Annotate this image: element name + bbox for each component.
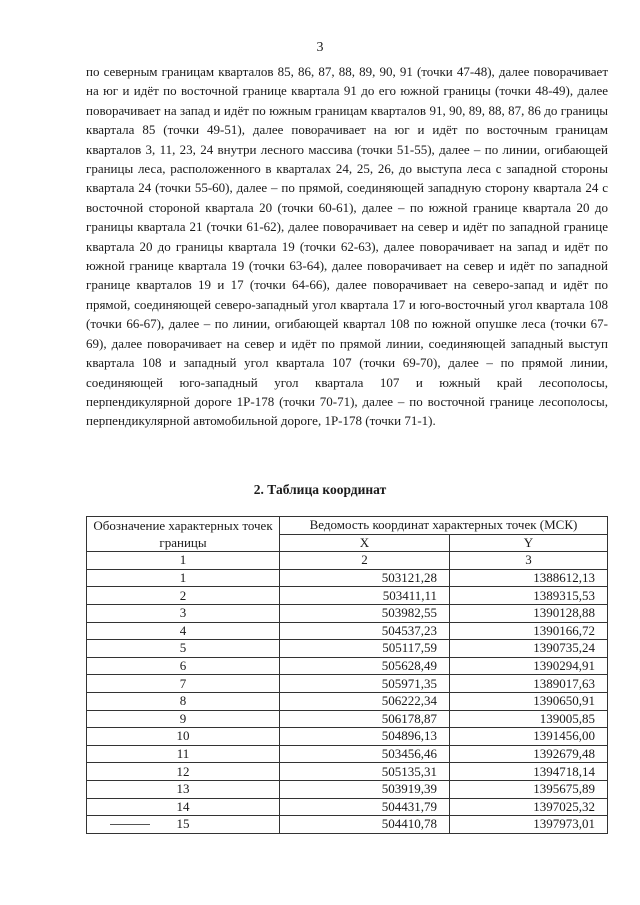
y-cell: 1390650,91 — [450, 692, 608, 710]
point-cell: 1 — [87, 569, 280, 587]
point-cell: 7 — [87, 675, 280, 693]
column-number: 2 — [280, 552, 450, 570]
x-cell: 506222,34 — [280, 692, 450, 710]
y-cell: 1397973,01 — [450, 816, 608, 834]
x-cell: 505117,59 — [280, 640, 450, 658]
x-cell: 505971,35 — [280, 675, 450, 693]
table-row — [87, 675, 608, 693]
header-coordinates-statement: Ведомость координат характерных точек (МСК) — [280, 517, 608, 535]
y-cell: 1394718,14 — [450, 763, 608, 781]
header-x: X — [280, 534, 450, 552]
section-title: 2. Таблица координат — [253, 482, 387, 497]
y-cell: 139005,85 — [450, 710, 608, 728]
table-row — [87, 798, 608, 816]
x-cell: 504537,23 — [280, 622, 450, 640]
y-cell: 1390735,24 — [450, 640, 608, 658]
y-cell: 1390128,88 — [450, 604, 608, 622]
column-number: 3 — [450, 552, 608, 570]
table-header-row — [87, 517, 608, 535]
y-cell: 1389017,63 — [450, 675, 608, 693]
y-cell: 1389315,53 — [450, 587, 608, 605]
page-number: 3 — [316, 40, 324, 55]
point-cell: 10 — [87, 728, 280, 746]
point-cell: 6 — [87, 657, 280, 675]
table-row — [87, 569, 608, 587]
table-row — [87, 622, 608, 640]
header-point-designation: Обозначение характерных точек границы — [87, 517, 280, 552]
table-row — [87, 763, 608, 781]
table-row — [87, 657, 608, 675]
table-row — [87, 587, 608, 605]
x-cell: 504410,78 — [280, 816, 450, 834]
x-cell: 503982,55 — [280, 604, 450, 622]
table-row — [87, 745, 608, 763]
y-cell: 1392679,48 — [450, 745, 608, 763]
x-cell: 503456,46 — [280, 745, 450, 763]
table-row — [87, 692, 608, 710]
boundary-paragraph: по северным границам кварталов 85, 86, 87, 88, 89, 90, 91 (точки 47-48), далее поворачивает на юг и идёт по восточной границе квартала 91 до его южной границы (точки 48-49), далее поворачивает на запад и идёт по южным границам кварталов 91, 90, 89, 88, 87, 86 до границы квартала 85 (точки 49-51), далее поворачивает на юг и идёт по восточным границам кварталов 3, 11, 23, 24 внутри лесного массива (точки 51-55), далее – по линии, огибающей границы леса, расположенного в кварталах 24, 25, 26, до выступа леса с западной стороны квартала 24 (точки 55-60), далее – по прямой, соединяющей западную сторону квартала 24 с восточной стороной квартала 20 (точки 60-61), далее – по южной границе квартала 20 до границы квартала 21 (точки 61-62), далее поворачивает на север и идёт по западной границе квартала 20 до границы квартала 19 (точки 62-63), далее поворачивает на запад и идёт по южной границе квартала 19 (точки 63-64), далее поворачивает на север и идёт по западной границе кварталов 19 и 17 (точки 64-66), далее поворачивает на северо-запад и идёт по прямой, соединяющей северо-западный угол квартала 17 и юго-восточный угол квартала 108 (точки 66-67), далее – по линии, огибающей квартал 108 по южной опушке леса (точки 67-69), далее поворачивает на север и идёт по прямой линии, соединяющей западный выступ квартала 108 и западный угол квартала 107 (точки 69-70), далее – по прямой линии, соединяющей юго-западный угол квартала 107 и южный край лесополосы, перпендикулярной дороге 1Р-178 (точки 70-71), далее – по восточной границе лесополосы, перпендикулярной автомобильной дороге, 1Р-178 (точки 71-1). — [86, 64, 608, 429]
margin-pen-mark — [110, 824, 150, 825]
y-cell: 1397025,32 — [450, 798, 608, 816]
point-cell: 11 — [87, 745, 280, 763]
point-cell: 8 — [87, 692, 280, 710]
x-cell: 505135,31 — [280, 763, 450, 781]
point-cell: 3 — [87, 604, 280, 622]
header-y: Y — [450, 534, 608, 552]
coordinates-table-body — [87, 569, 608, 833]
point-cell: 9 — [87, 710, 280, 728]
table-row — [87, 816, 608, 834]
y-cell: 1395675,89 — [450, 780, 608, 798]
y-cell: 1391456,00 — [450, 728, 608, 746]
x-cell: 504431,79 — [280, 798, 450, 816]
y-cell: 1390294,91 — [450, 657, 608, 675]
table-row — [87, 604, 608, 622]
boundary-description — [86, 62, 608, 431]
x-cell: 505628,49 — [280, 657, 450, 675]
column-number-row — [87, 552, 608, 570]
x-cell: 506178,87 — [280, 710, 450, 728]
table-row — [87, 640, 608, 658]
x-cell: 503411,11 — [280, 587, 450, 605]
table-row — [87, 780, 608, 798]
x-cell: 504896,13 — [280, 728, 450, 746]
table-row — [87, 710, 608, 728]
point-cell: 14 — [87, 798, 280, 816]
point-cell: 5 — [87, 640, 280, 658]
y-cell: 1388612,13 — [450, 569, 608, 587]
x-cell: 503919,39 — [280, 780, 450, 798]
table-row — [87, 728, 608, 746]
point-cell: 15 — [87, 816, 280, 834]
x-cell: 503121,28 — [280, 569, 450, 587]
y-cell: 1390166,72 — [450, 622, 608, 640]
column-number: 1 — [87, 552, 280, 570]
point-cell: 13 — [87, 780, 280, 798]
coordinates-table — [86, 516, 608, 834]
point-cell: 12 — [87, 763, 280, 781]
point-cell: 4 — [87, 622, 280, 640]
point-cell: 2 — [87, 587, 280, 605]
